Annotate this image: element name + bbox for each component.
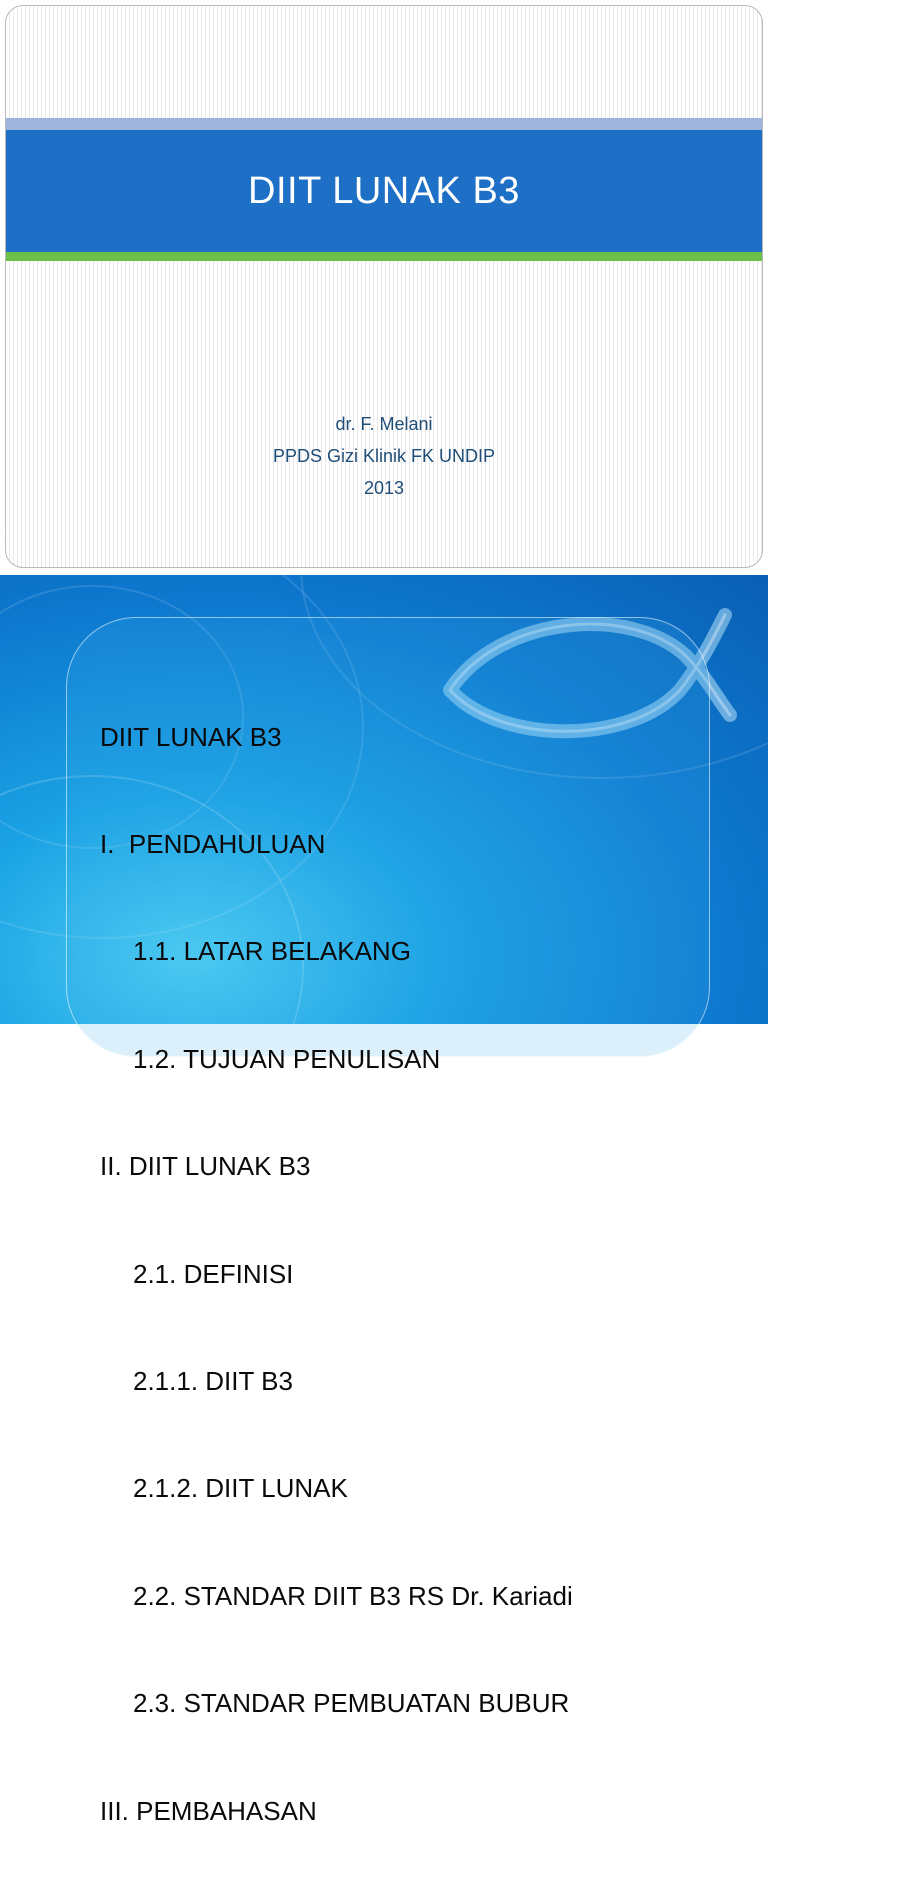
toc-item: 2.2. STANDAR DIIT B3 RS Dr. Kariadi bbox=[133, 1580, 573, 1611]
title-band bbox=[6, 130, 762, 252]
toc-item: II. DIIT LUNAK B3 bbox=[100, 1151, 311, 1182]
toc-slide bbox=[0, 575, 768, 1826]
bottom-accent-stripe bbox=[6, 252, 762, 261]
author-name: dr. F. Melani bbox=[335, 414, 433, 434]
toc-item: 2.3. STANDAR PEMBUATAN BUBUR bbox=[133, 1688, 570, 1719]
toc-item: 2.1. DEFINISI bbox=[133, 1258, 294, 1289]
toc-item: 1.2. TUJUAN PENULISAN bbox=[133, 1043, 441, 1074]
table-of-contents bbox=[100, 648, 748, 1901]
toc-item: 1.1. LATAR BELAKANG bbox=[133, 936, 411, 967]
toc-item: III. PEMBAHASAN bbox=[100, 1795, 317, 1826]
toc-item: 2.1.1. DIIT B3 bbox=[133, 1365, 293, 1396]
toc-item: DIIT LUNAK B3 bbox=[100, 721, 282, 752]
top-accent-stripe bbox=[6, 118, 762, 130]
slide-title: DIIT LUNAK B3 bbox=[248, 169, 520, 212]
toc-item: I. PENDAHULUAN bbox=[100, 828, 326, 859]
institution-name: PPDS Gizi Klinik FK UNDIP bbox=[272, 446, 496, 466]
toc-item: 2.1.2. DIIT LUNAK bbox=[133, 1473, 348, 1504]
year-text: 2013 bbox=[363, 478, 405, 498]
